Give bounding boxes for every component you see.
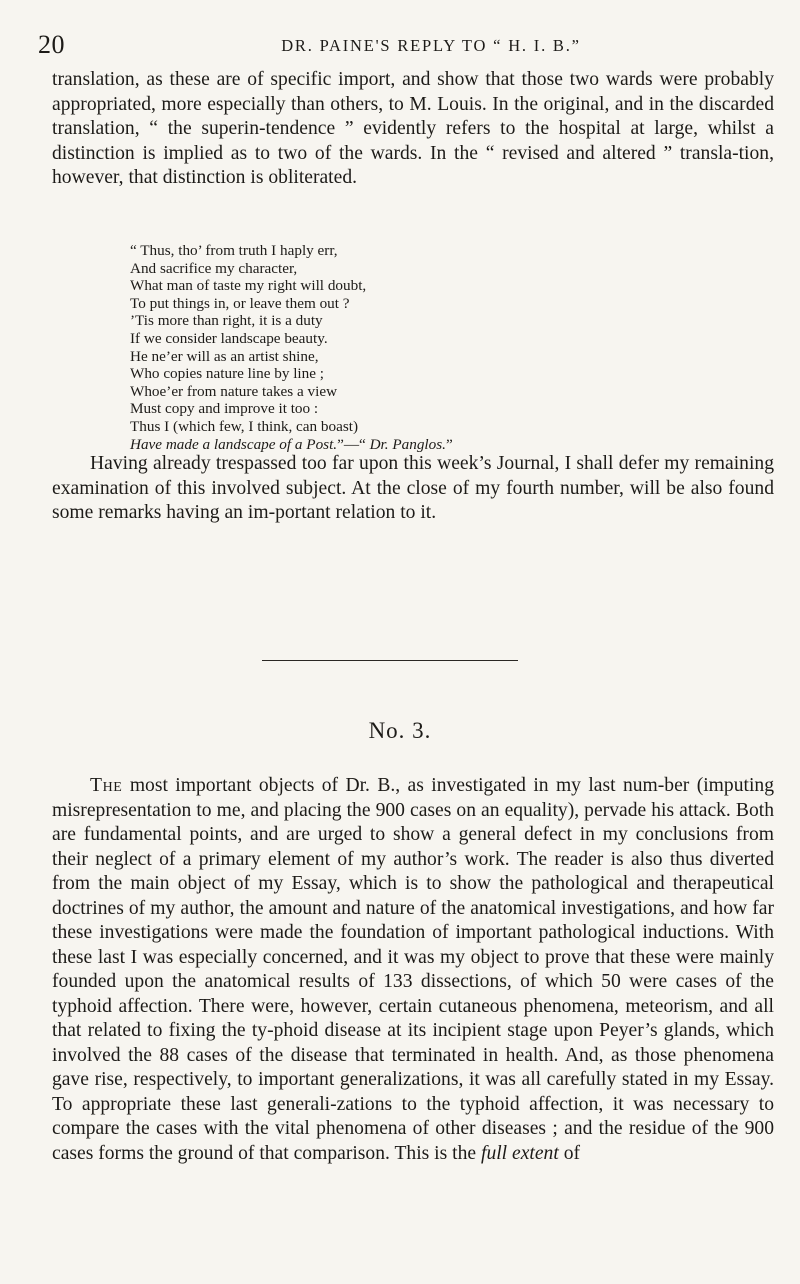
verse-line: To put things in, or leave them out ? xyxy=(130,294,350,312)
verse-line: And sacrifice my character, xyxy=(130,259,298,277)
section-title: No. 3. xyxy=(368,718,432,743)
verse-line: Must copy and improve it too : xyxy=(130,400,319,418)
verse-line: Who copies nature line by line ; xyxy=(130,365,325,383)
verse-line: Whoe’er from nature takes a view xyxy=(130,382,338,400)
page-number: 20 xyxy=(38,30,65,59)
verse-line: What man of taste my right will doubt, xyxy=(130,277,367,295)
page-header xyxy=(38,30,784,60)
verse-italic-line: Have made a landscape of a Post. xyxy=(130,435,338,453)
running-title: DR. PAINE'S REPLY TO “ H. I. B.” xyxy=(281,36,581,55)
paragraph-translation: translation, as these are of specific import, and show that those two wards were probably appropriated, more especially than others, to M. Louis. In the original, and in the discarded translation, “ the superin-tendence ” evidently refers to the hospital at large, whilst a distinction is implied as to two of the wards. In the “ revised and altered ” transla-tion, however, that distinction is obliterated. xyxy=(52,69,774,188)
verse-separator: ”—“ xyxy=(337,435,370,453)
paragraph-trespassed: Having already trespassed too far upon this week’s Journal, I shall defer my remaining examination of this involved subject. At the close of my fourth number, will be also found some remarks having an im-portant relation to it. xyxy=(52,453,774,523)
paragraph-no3 xyxy=(52,774,774,1166)
verse-line: If we consider landscape beauty. xyxy=(130,329,328,347)
verse-author: Dr. Panglos. xyxy=(369,435,446,453)
paragraph-lead-word: The xyxy=(90,775,123,796)
verse-line: Thus I (which few, I think, can boast) xyxy=(130,417,359,435)
paragraph-body: most important objects of Dr. B., as investigated in my last num-ber (imputing misrepresentation to me, and placing the 900 cases on an equality), pervade his attack. Both are fundamental points, and are urged to show a general defect in my conclusions from their neglect of a primary element of my author’s work. The reader is also thus diverted from the main object of my Essay, which is to show the pathological and therapeutical doctrines of my author, the amount and nature of the anatomical investigations, and how far these investigations were made the foundation of important pathological inductions. With these last I was especially concerned, and it was my object to prove that these were mainly founded upon the anatomical results of 133 dissections, of which 50 were cases of the typhoid affection. There were, however, certain cutaneous phenomena, meteorism, and all that related to fixing the ty-phoid disease at its incipient stage upon Peyer’s glands, which involved the 88 cases of the disease that terminated in health. And, as those phenomena gave rise, respectively, to important generalizations, it was all carefully stated in my Essay. To appropriate these last generali-zations to the typhoid affection, it was necessary to compare the cases with the vital phenomena of other diseases ; and the residue of the 900 cases forms the ground of that comparison. This is the xyxy=(52,775,774,1164)
verse-quote xyxy=(130,242,690,453)
paragraph-tail: of xyxy=(558,1142,581,1164)
paragraph-emphasis: full extent xyxy=(481,1142,559,1164)
verse-line: He ne’er will as an artist shine, xyxy=(130,347,319,365)
verse-line: ’Tis more than right, it is a duty xyxy=(130,312,323,330)
verse-final-line xyxy=(130,436,690,454)
verse-close-quote: ” xyxy=(445,435,453,453)
section-divider xyxy=(262,660,518,661)
verse-line: “ Thus, tho’ from truth I haply err, xyxy=(130,242,338,259)
